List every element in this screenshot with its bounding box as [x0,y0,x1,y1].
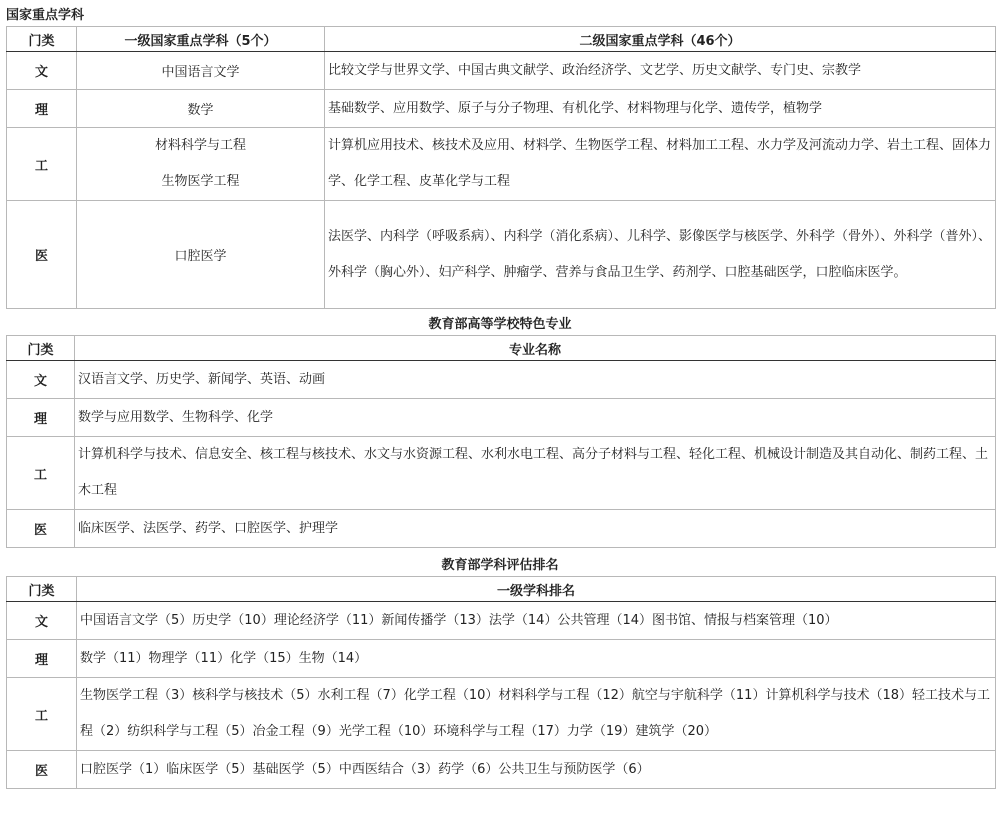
table-row [7,437,996,510]
category-cell: 文 [7,361,75,399]
major-cell: 数学与应用数学、生物科学、化学 [75,399,996,437]
header-major-name: 专业名称 [75,336,996,361]
header-first-level: 一级国家重点学科（5个） [77,27,325,52]
category-cell: 文 [7,52,77,90]
header-category: 门类 [7,336,75,361]
second-level-cell: 基础数学、应用数学、原子与分子物理、有机化学、材料物理与化学、遗传学，植物学 [325,90,996,128]
table-row [7,399,996,437]
table-header-row [7,27,996,52]
moe-special-majors-table [6,335,996,548]
national-key-disciplines-table [6,26,996,309]
second-level-cell: 法医学、内科学（呼吸系病）、内科学（消化系病）、儿科学、影像医学与核医学、外科学（骨外）、外科学（普外）、外科学（胸心外）、妇产科学、肿瘤学、营养与食品卫生学、药剂学、口腔基础医学，口腔临床医学。 [325,201,996,309]
moe-special-majors-title: 教育部高等学校特色专业 [428,317,572,332]
first-level-item: 材料科学与工程 [154,138,246,153]
header-second-level: 二级国家重点学科（46个） [325,27,996,52]
table-row [7,602,996,640]
first-level-cell [77,128,325,201]
table-row [7,201,996,309]
category-cell: 理 [7,640,77,678]
category-cell: 工 [7,678,77,751]
first-level-cell: 数学 [77,90,325,128]
table-row [7,678,996,751]
second-level-cell: 计算机应用技术、核技术及应用、材料学、生物医学工程、材料加工工程、水力学及河流动力学、岩土工程、固体力学、化学工程、皮革化学与工程 [325,128,996,201]
major-cell: 临床医学、法医学、药学、口腔医学、护理学 [75,510,996,548]
table-header-row [7,577,996,602]
national-key-disciplines-title: 国家重点学科 [6,8,85,23]
moe-ranking-title: 教育部学科评估排名 [441,558,559,573]
category-cell: 工 [7,437,75,510]
category-cell: 医 [7,201,77,309]
table-row [7,128,996,201]
moe-ranking-table [6,576,996,789]
category-cell: 文 [7,602,77,640]
category-cell: 理 [7,399,75,437]
table-header-row [7,336,996,361]
ranking-cell: 数学（11）物理学（11）化学（15）生物（14） [77,640,996,678]
ranking-cell: 生物医学工程（3）核科学与核技术（5）水利工程（7）化学工程（10）材料科学与工程（12）航空与宇航科学（11）计算机科学与技术（18）轻工技术与工程（2）纺织科学与工程（5）冶金工程（9）光学工程（10）环境科学与工程（17）力学（19）建筑学（20） [77,678,996,751]
header-category: 门类 [7,27,77,52]
category-cell: 医 [7,510,75,548]
category-cell: 理 [7,90,77,128]
table-row [7,751,996,789]
ranking-cell: 中国语言文学（5）历史学（10）理论经济学（11）新闻传播学（13）法学（14）公共管理（14）图书馆、情报与档案管理（10） [77,602,996,640]
table-row [7,510,996,548]
category-cell: 工 [7,128,77,201]
ranking-cell: 口腔医学（1）临床医学（5）基础医学（5）中西医结合（3）药学（6）公共卫生与预防医学（6） [77,751,996,789]
table-row [7,361,996,399]
major-cell: 汉语言文学、历史学、新闻学、英语、动画 [75,361,996,399]
major-cell: 计算机科学与技术、信息安全、核工程与核技术、水文与水资源工程、水利水电工程、高分子材料与工程、轻化工程、机械设计制造及其自动化、制药工程、土木工程 [75,437,996,510]
second-level-cell: 比较文学与世界文学、中国古典文献学、政治经济学、文艺学、历史文献学、专门史、宗教学 [325,52,996,90]
first-level-cell: 口腔医学 [77,201,325,309]
header-category: 门类 [7,577,77,602]
header-ranking: 一级学科排名 [77,577,996,602]
category-cell: 医 [7,751,77,789]
first-level-item: 生物医学工程 [161,174,240,189]
first-level-cell: 中国语言文学 [77,52,325,90]
table-row [7,52,996,90]
table-row [7,90,996,128]
table-row [7,640,996,678]
